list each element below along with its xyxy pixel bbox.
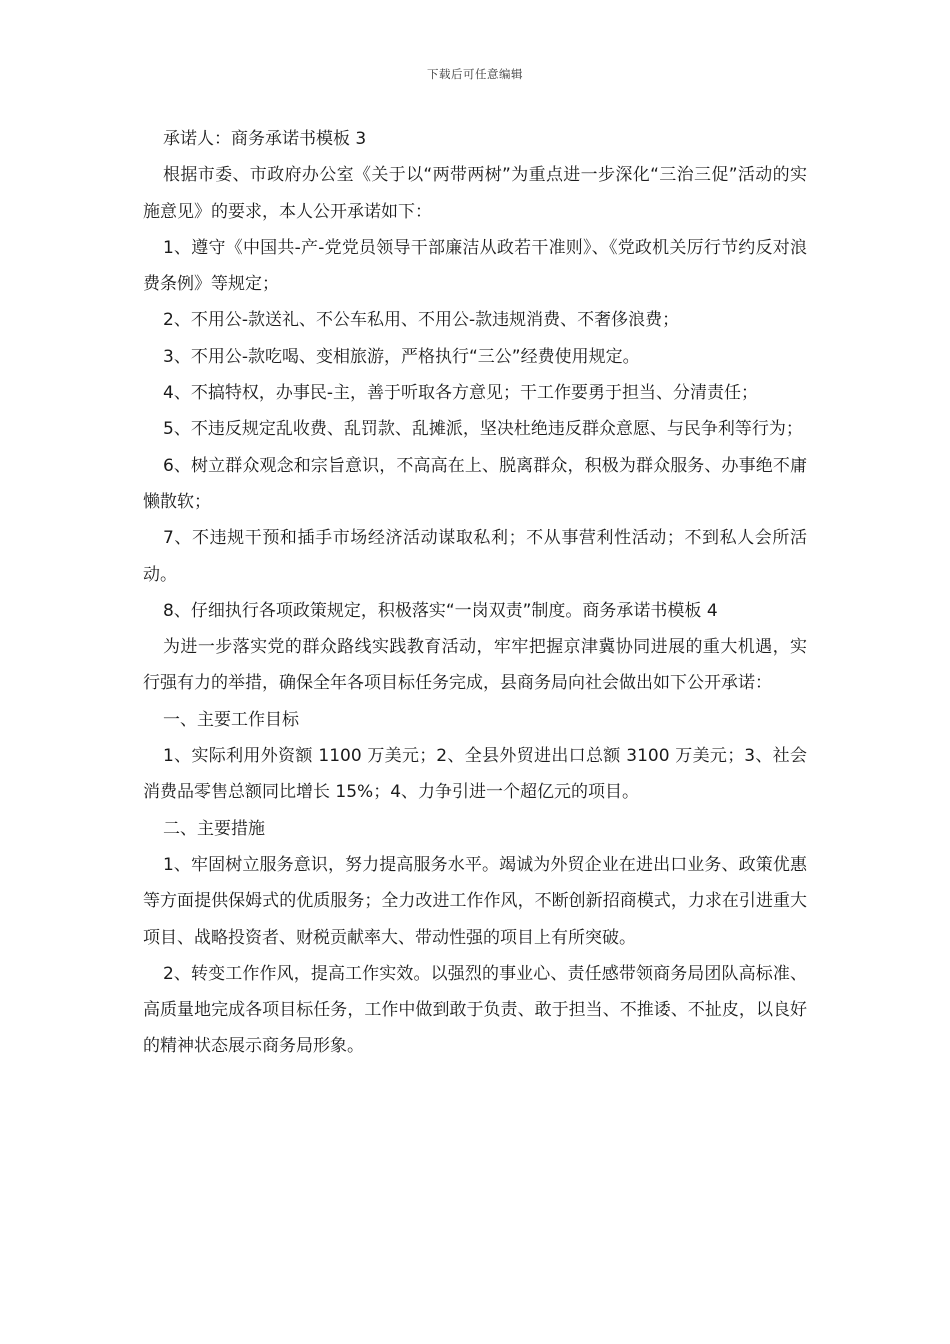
section-heading: 二、主要措施 (163, 818, 265, 839)
paragraph: 4、不搞特权，办事民-主，善于听取各方意见；干工作要勇于担当、分清责任； (163, 383, 758, 404)
paragraph: 为进一步落实党的群众路线实践教育活动，牢牢把握京津冀协同进展的重大机遇，实行强有力的举措，确保全年各项目标任务完成，县商务局向社会做出如下公开承诺： (143, 637, 807, 694)
paragraph: 8、仔细执行各项政策规定，积极落实“一岗双责”制度。商务承诺书模板 4 (163, 600, 718, 621)
signatory-line: 承诺人：商务承诺书模板 3 (163, 129, 367, 149)
paragraph: 1、实际利用外资额 1100 万美元；2、全县外贸进出口总额 3100 万美元；3、社会消费品零售总额同比增长 15%；4、力争引进一个超亿元的项目。 (143, 746, 807, 803)
paragraph: 7、不违规干预和插手市场经济活动谋取私利；不从事营利性活动；不到私人会所活动。 (143, 528, 807, 585)
page-header-note: 下载后可任意编辑 (427, 67, 523, 81)
document-body (143, 121, 807, 1065)
paragraph: 1、牢固树立服务意识，努力提高服务水平。竭诚为外贸企业在进出口业务、政策优惠等方面提供保姆式的优质服务；全力改进工作作风，不断创新招商模式，力求在引进重大项目、战略投资者、财税贡献率大、带动性强的项目上有所突破。 (143, 854, 807, 948)
paragraph: 5、不违反规定乱收费、乱罚款、乱摊派，坚决杜绝违反群众意愿、与民争利等行为； (163, 419, 803, 440)
paragraph: 3、不用公-款吃喝、变相旅游，严格执行“三公”经费使用规定。 (163, 346, 640, 367)
section-heading: 一、主要工作目标 (163, 709, 299, 730)
paragraph: 6、树立群众观念和宗旨意识，不高高在上、脱离群众，积极为群众服务、办事绝不庸懒散软； (143, 455, 807, 512)
paragraph: 2、不用公-款送礼、不公车私用、不用公-款违规消费、不奢侈浪费； (163, 310, 680, 331)
paragraph: 2、转变工作作风，提高工作实效。以强烈的事业心、责任感带领商务局团队高标准、高质量地完成各项目标任务，工作中做到敢于负责、敢于担当、不推诿、不扯皮，以良好的精神状态展示商务局形象。 (143, 963, 807, 1057)
paragraph: 根据市委、市政府办公室《关于以“两带两树”为重点进一步深化“三治三促”活动的实施意见》的要求，本人公开承诺如下： (143, 165, 807, 222)
paragraph: 1、遵守《中国共-产-党党员领导干部廉洁从政若干准则》、《党政机关厉行节约反对浪费条例》等规定； (143, 237, 807, 295)
